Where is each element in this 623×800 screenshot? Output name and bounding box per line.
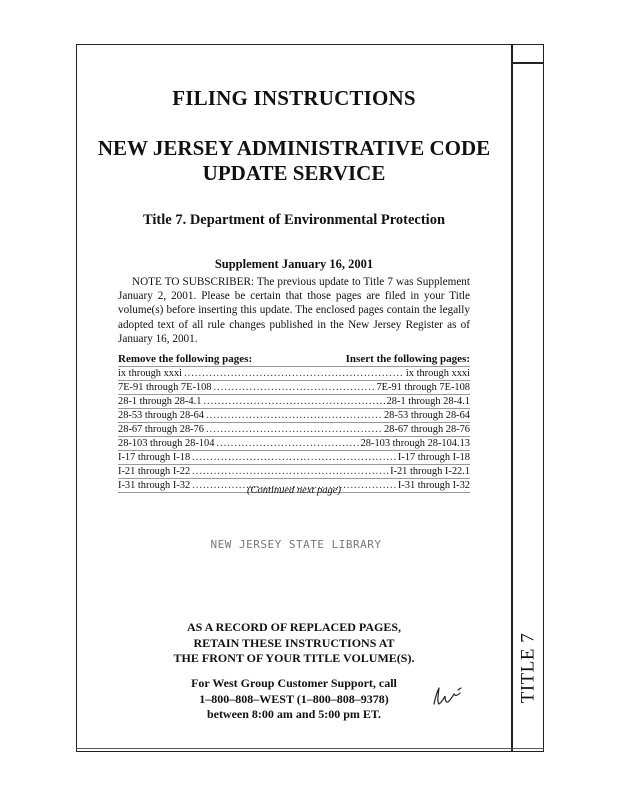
subscriber-note: NOTE TO SUBSCRIBER: The previous update to Title 7 was Supplement January 2, 2001. Please be certain that those pages are filed in your Title volume(s) before inserting this update. The enclosed pages contain the legally adopted text of all rule changes published in the New Jersey Register as of January 16, 2001. — [118, 276, 470, 345]
record-line-3: THE FRONT OF YOUR TITLE VOLUME(S). — [173, 651, 415, 665]
remove-pages: I-21 through I-22 — [118, 466, 191, 477]
page-title: FILING INSTRUCTIONS — [172, 86, 416, 110]
table-rows — [118, 366, 470, 493]
dot-leader — [214, 381, 375, 394]
handwritten-initials — [430, 684, 466, 708]
page-subtitle — [96, 136, 492, 186]
pages-table — [118, 352, 470, 493]
remove-header: Remove the following pages: — [118, 353, 253, 365]
title-tab-label: TITLE 7 — [517, 632, 539, 703]
subtitle-line-1: NEW JERSEY ADMINISTRATIVE CODE — [97, 136, 491, 160]
table-header — [118, 352, 470, 366]
table-row — [118, 450, 470, 464]
table-row — [118, 436, 470, 450]
insert-pages: 7E-91 through 7E-108 — [376, 382, 470, 393]
insert-pages: I-17 through I-18 — [397, 452, 470, 463]
remove-pages: I-31 through I-32 — [118, 480, 191, 491]
library-stamp: NEW JERSEY STATE LIBRARY — [210, 538, 382, 551]
subtitle-line-2: UPDATE SERVICE — [202, 161, 386, 185]
table-row — [118, 408, 470, 422]
remove-pages: 28-103 through 28-104 — [118, 438, 215, 449]
continued-note: (Continued next page) — [247, 485, 341, 496]
table-row — [118, 464, 470, 478]
insert-pages: 28-53 through 28-64 — [383, 410, 470, 421]
insert-pages: 28-67 through 28-76 — [383, 424, 470, 435]
remove-pages: 28-67 through 28-76 — [118, 424, 205, 435]
table-row — [118, 394, 470, 408]
insert-pages: ix through xxxi — [405, 368, 470, 379]
department-heading: Title 7. Department of Environmental Protection — [142, 212, 446, 228]
insert-pages: I-31 through I-32 — [397, 480, 470, 491]
remove-pages: 28-53 through 28-64 — [118, 410, 205, 421]
supplement-heading: Supplement January 16, 2001 — [214, 257, 374, 271]
dot-leader — [216, 437, 358, 450]
dot-leader — [206, 423, 382, 436]
dot-leader — [184, 367, 404, 380]
dot-leader — [203, 395, 384, 408]
dot-leader — [192, 451, 396, 464]
table-row — [118, 366, 470, 380]
insert-header: Insert the following pages: — [345, 353, 470, 365]
dot-leader — [192, 465, 388, 478]
remove-pages: 7E-91 through 7E-108 — [118, 382, 212, 393]
insert-pages: I-21 through I-22.1 — [390, 466, 470, 477]
table-row — [118, 422, 470, 436]
record-line-1: AS A RECORD OF REPLACED PAGES, — [186, 620, 402, 634]
support-line-1: For West Group Customer Support, call — [191, 676, 397, 690]
bottom-rule — [76, 748, 544, 749]
title-tab — [512, 630, 544, 705]
remove-pages: 28-1 through 28-4.1 — [118, 396, 202, 407]
remove-pages: ix through xxxi — [118, 368, 183, 379]
table-row — [118, 380, 470, 394]
support-line-3: between 8:00 am and 5:00 pm ET. — [206, 707, 382, 721]
support-line-2: 1–800–808–WEST (1–800–808–9378) — [199, 691, 389, 706]
tab-top-line — [511, 62, 544, 64]
insert-pages: 28-1 through 28-4.1 — [386, 396, 470, 407]
record-notice — [96, 620, 492, 667]
dot-leader — [206, 409, 382, 422]
insert-pages: 28-103 through 28-104.13 — [360, 438, 470, 449]
remove-pages: I-17 through I-18 — [118, 452, 191, 463]
record-line-2: RETAIN THESE INSTRUCTIONS AT — [193, 635, 395, 650]
